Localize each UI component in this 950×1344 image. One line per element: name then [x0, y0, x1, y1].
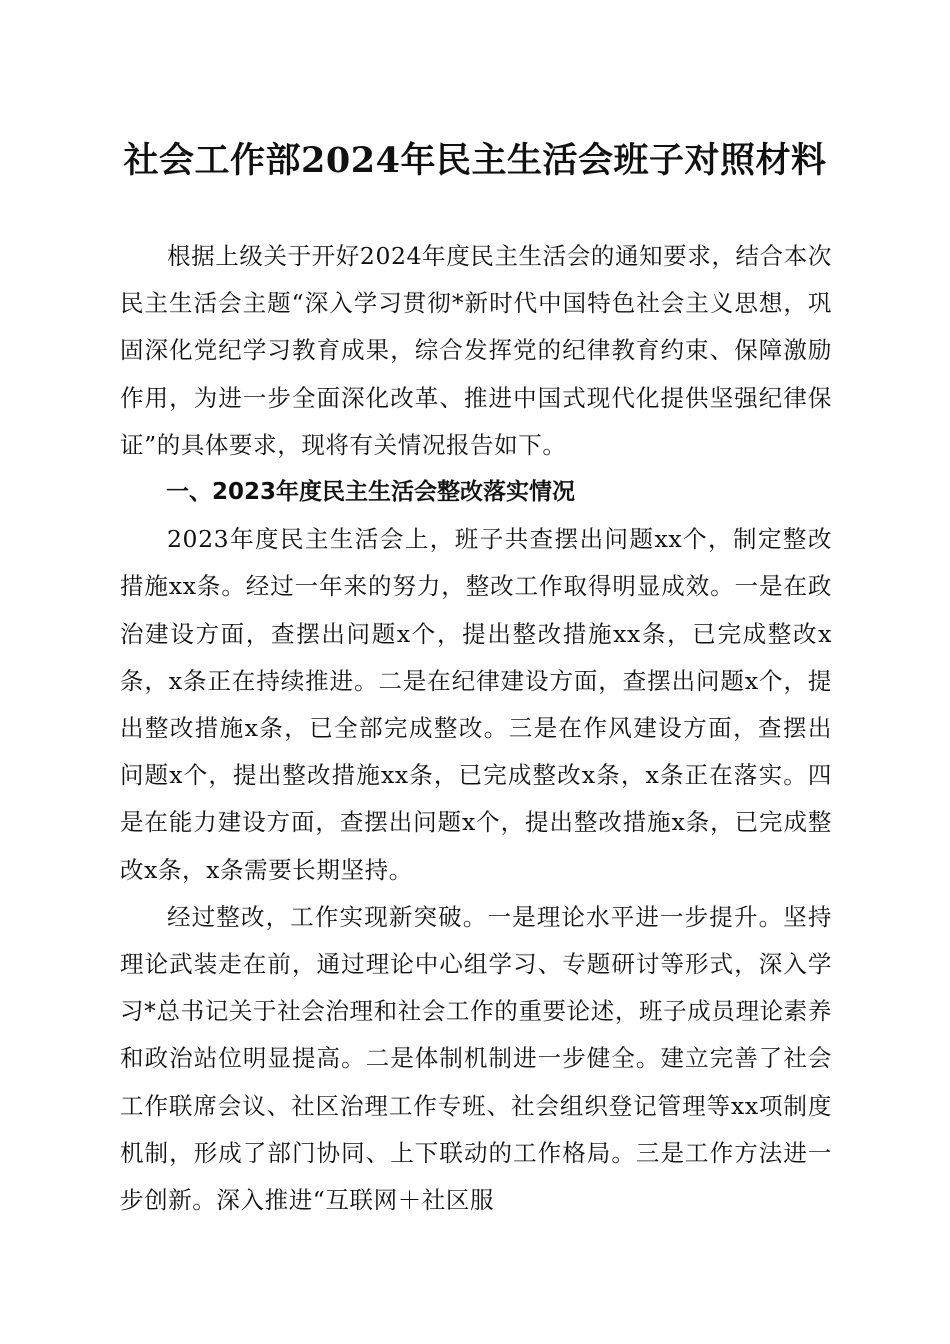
results-paragraph: 经过整改，工作实现新突破。一是理论水平进一步提升。坚持理论武装走在前，通过理论中心组学习、专题研讨等形式，深入学习*总书记关于社会治理和社会工作的重要论述，班子成员理论素养和政治站位明显提高。二是体制机制进一步健全。建立完善了社会工作联席会议、社区治理工作专班、社会组织登记管理等xx项制度机制，形成了部门协同、上下联动的工作格局。三是工作方法进一步创新。深入推进“互联网＋社区服 [120, 902, 832, 1215]
section-heading: 一、2023年度民主生活会整改落实情况 [166, 479, 576, 506]
document-title: 社会工作部2024年民主生活会班子对照材料 [123, 140, 827, 181]
document-body [120, 233, 832, 1224]
rectification-paragraph: 2023年度民主生活会上，班子共查摆出问题xx个，制定整改措施xx条。经过一年来的努力，整改工作取得明显成效。一是在政治建设方面，查摆出问题x个，提出整改措施xx条，已完成整改x条，x条正在持续推进。二是在纪律建设方面，查摆出问题x个，提出整改措施x条，已全部完成整改。三是在作风建设方面，查摆出问题x个，提出整改措施xx条，已完成整改x条，x条正在落实。四是在能力建设方面，查摆出问题x个，提出整改措施x条，已完成整改x条，x条需要长期坚持。 [120, 525, 832, 884]
intro-paragraph: 根据上级关于开好2024年度民主生活会的通知要求，结合本次民主生活会主题“深入学习贯彻*新时代中国特色社会主义思想，巩固深化党纪学习教育成果，综合发挥党的纪律教育约束、保障激励作用，为进一步全面深化改革、推进中国式现代化提供坚强纪律保证”的具体要求，现将有关情况报告如下。 [120, 242, 832, 459]
